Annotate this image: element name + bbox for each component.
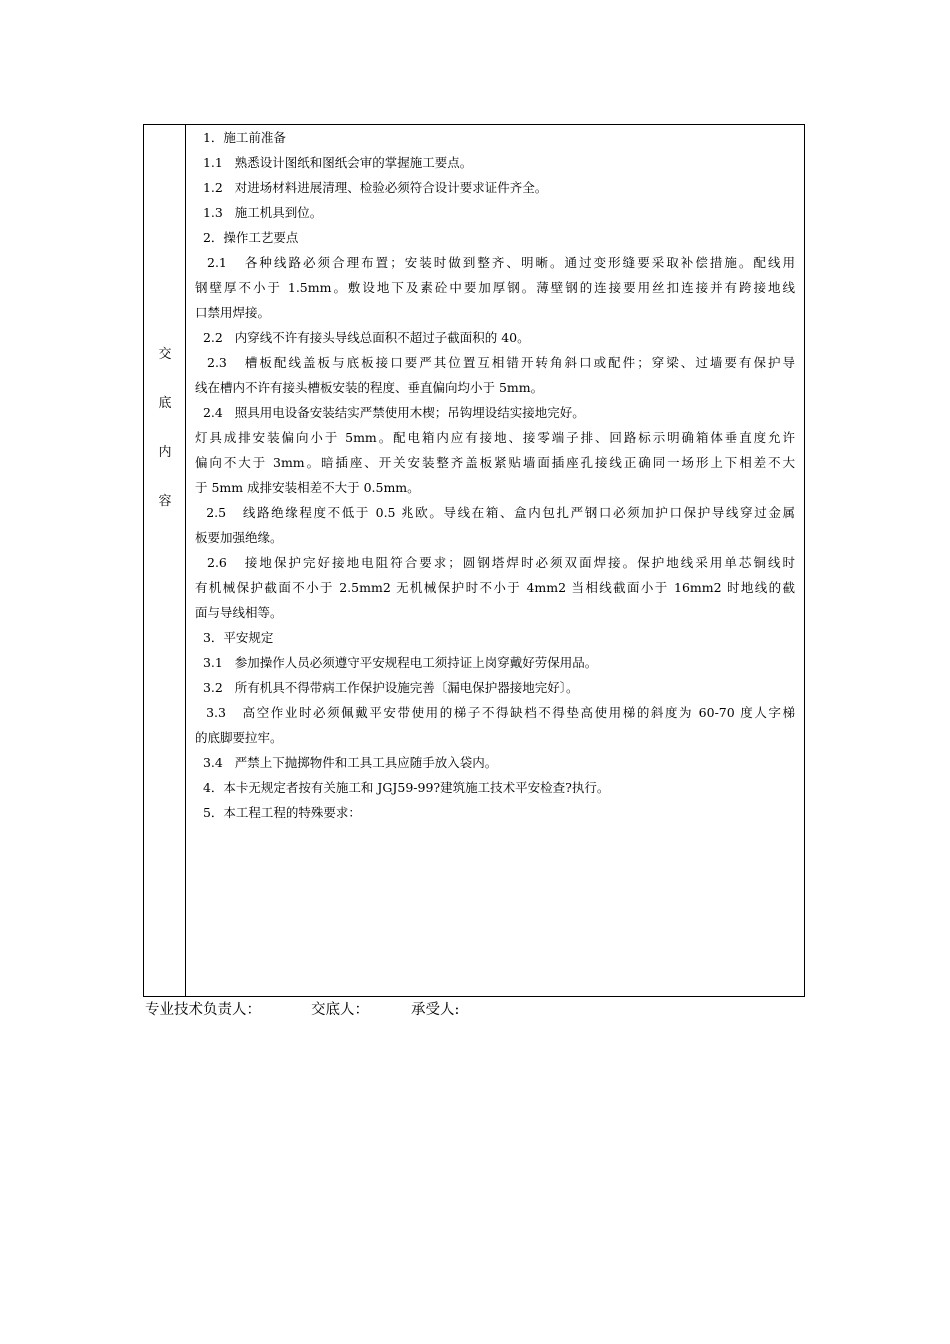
content-line: 1．施工前准备 — [195, 130, 286, 145]
content-line: 2.1 各种线路必须合理布置；安装时做到整齐、明晰。通过变形缝要采取补偿措施。配线用 — [195, 255, 795, 270]
content-line: 3.4 严禁上下抛掷物件和工具工具应随手放入袋内。 — [195, 755, 498, 770]
label-char: 交 — [158, 347, 172, 362]
disclosure-table — [143, 124, 805, 997]
content-line: 板要加强绝缘。 — [195, 530, 283, 545]
content-line: 2.6 接地保护完好接地电阻符合要求；圆钢塔焊时必须双面焊接。保护地线采用单芯铜线时 — [195, 555, 795, 570]
content-line: 3.2 所有机具不得带病工作保护设施完善〔漏电保护器接地完好〕。 — [195, 680, 579, 695]
content-line: 2.4 照具用电设备安装结实严禁使用木楔；吊钩埋设结实接地完好。 — [195, 405, 585, 420]
discloser-label: 交底人： — [311, 1002, 369, 1018]
content-line: 口禁用焊接。 — [195, 305, 271, 320]
content-line: 4．本卡无规定者按有关施工和 JGJ59-99?建筑施工技术平安检查?执行。 — [195, 780, 610, 795]
tech-lead-label: 专业技术负责人： — [145, 1002, 261, 1018]
content-line: 偏向不大于 3mm。暗插座、开关安装整齐盖板紧贴墙面插座孔接线正确同一场形上下相差不大 — [195, 455, 795, 470]
label-char: 内 — [158, 445, 172, 460]
content-line: 面与导线相等。 — [195, 605, 283, 620]
signature-row — [145, 998, 460, 1022]
content-line: 1.1 熟悉设计图纸和图纸会审的掌握施工要点。 — [195, 155, 473, 170]
receiver-label: 承受人: — [411, 1002, 460, 1018]
content-line: 2．操作工艺要点 — [195, 230, 299, 245]
content-line: 3.3 高空作业时必须佩戴平安带使用的梯子不得缺档不得垫高使用梯的斜度为 60-70 度人字梯 — [195, 705, 795, 720]
content-line: 3.1 参加操作人员必须遵守平安规程电工须持证上岗穿戴好劳保用品。 — [195, 655, 598, 670]
content-line: 于 5mm 成排安装相差不大于 0.5mm。 — [195, 480, 420, 495]
content-line: 有机械保护截面不小于 2.5mm2 无机械保护时不小于 4mm2 当相线截面小于 16mm2 时地线的截 — [195, 580, 795, 595]
content-line: 3．平安规定 — [195, 630, 274, 645]
content-line: 5．本工程工程的特殊要求： — [195, 805, 361, 820]
content-line: 的底脚要拉牢。 — [195, 730, 283, 745]
content-line: 2.2 内穿线不许有接头导线总面积不超过子截面积的 40。 — [195, 330, 530, 345]
content-line: 钢壁厚不小于 1.5mm。敷设地下及素砼中要加厚钢。薄壁钢的连接要用丝扣连接并有跨接地线 — [195, 280, 795, 295]
content-line: 2.3 槽板配线盖板与底板接口要严其位置互相错开转角斜口或配件；穿梁、过墙要有保护导 — [195, 355, 795, 370]
content-line: 1.3 施工机具到位。 — [195, 205, 323, 220]
label-column — [144, 125, 186, 996]
content-line: 线在槽内不许有接头槽板安装的程度、垂直偏向均小于 5mm。 — [195, 380, 544, 395]
content-column — [187, 125, 804, 996]
content-line: 灯具成排安装偏向小于 5mm。配电箱内应有接地、接零端子排、回路标示明确箱体垂直度允许 — [195, 430, 795, 445]
label-char: 容 — [158, 494, 172, 509]
label-char: 底 — [158, 396, 172, 411]
content-line: 1.2 对进场材料进展清理、检验必须符合设计要求证件齐全。 — [195, 180, 548, 195]
content-line: 2.5 线路绝缘程度不低于 0.5 兆欧。导线在箱、盒内包扎严钢口必须加护口保护导线穿过金属 — [195, 505, 795, 520]
